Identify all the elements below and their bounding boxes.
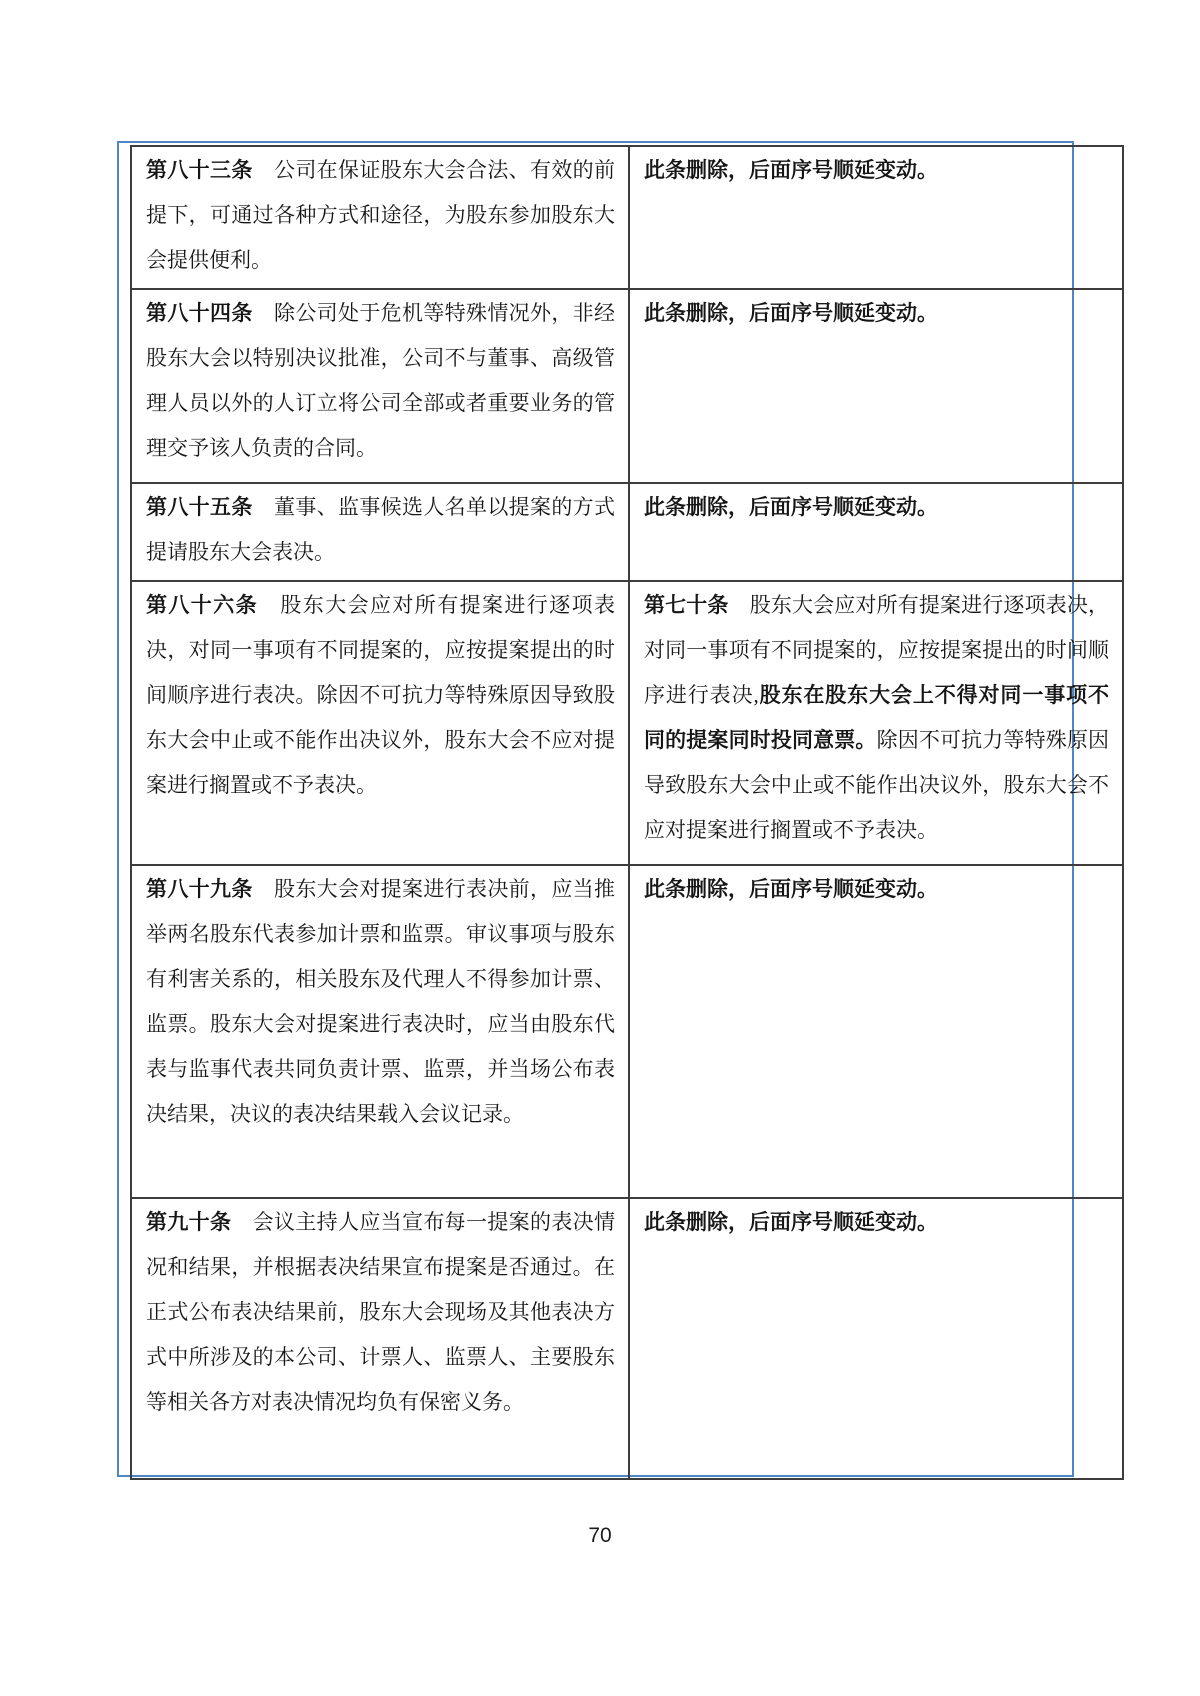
original-article-cell: 第八十六条 股东大会应对所有提案进行逐项表决，对同一事项有不同提案的，应按提案提出的时间顺序进行表决。除因不可抗力等特殊原因导致股东大会中止或不能作出决议外，股东大会不应对提案进行搁置或不予表决。 bbox=[131, 581, 629, 865]
amendment-cell: 此条删除，后面序号顺延变动。 bbox=[629, 483, 1123, 581]
original-article-cell: 第八十四条 除公司处于危机等特殊情况外，非经股东大会以特别决议批准，公司不与董事、高级管理人员以外的人订立将公司全部或者重要业务的管理交予该人负责的合同。 bbox=[131, 289, 629, 483]
amendment-cell: 此条删除，后面序号顺延变动。 bbox=[629, 865, 1123, 1198]
articles-comparison-table bbox=[130, 145, 1124, 1480]
amendment-cell: 第七十条 股东大会应对所有提案进行逐项表决，对同一事项有不同提案的，应按提案提出的时间顺序进行表决,股东在股东大会上不得对同一事项不同的提案同时投同意票。除因不可抗力等特殊原因导致股东大会中止或不能作出决议外，股东大会不应对提案进行搁置或不予表决。 bbox=[629, 581, 1123, 865]
table-row bbox=[131, 146, 1123, 289]
table-row bbox=[131, 289, 1123, 483]
page-number: 70 bbox=[588, 1524, 612, 1547]
table-row bbox=[131, 483, 1123, 581]
original-article-cell: 第八十九条 股东大会对提案进行表决前，应当推举两名股东代表参加计票和监票。审议事项与股东有利害关系的，相关股东及代理人不得参加计票、监票。股东大会对提案进行表决时，应当由股东代表与监事代表共同负责计票、监票，并当场公布表决结果，决议的表决结果载入会议记录。 bbox=[131, 865, 629, 1198]
original-article-cell: 第八十五条 董事、监事候选人名单以提案的方式提请股东大会表决。 bbox=[131, 483, 629, 581]
amendment-cell: 此条删除，后面序号顺延变动。 bbox=[629, 1198, 1123, 1479]
table-row bbox=[131, 865, 1123, 1198]
original-article-cell: 第八十三条 公司在保证股东大会合法、有效的前提下，可通过各种方式和途径，为股东参加股东大会提供便利。 bbox=[131, 146, 629, 289]
table-row bbox=[131, 1198, 1123, 1479]
original-article-cell: 第九十条 会议主持人应当宣布每一提案的表决情况和结果，并根据表决结果宣布提案是否通过。在正式公布表决结果前，股东大会现场及其他表决方式中所涉及的本公司、计票人、监票人、主要股东等相关各方对表决情况均负有保密义务。 bbox=[131, 1198, 629, 1479]
table-row bbox=[131, 581, 1123, 865]
amendment-cell: 此条删除，后面序号顺延变动。 bbox=[629, 146, 1123, 289]
amendment-cell: 此条删除，后面序号顺延变动。 bbox=[629, 289, 1123, 483]
